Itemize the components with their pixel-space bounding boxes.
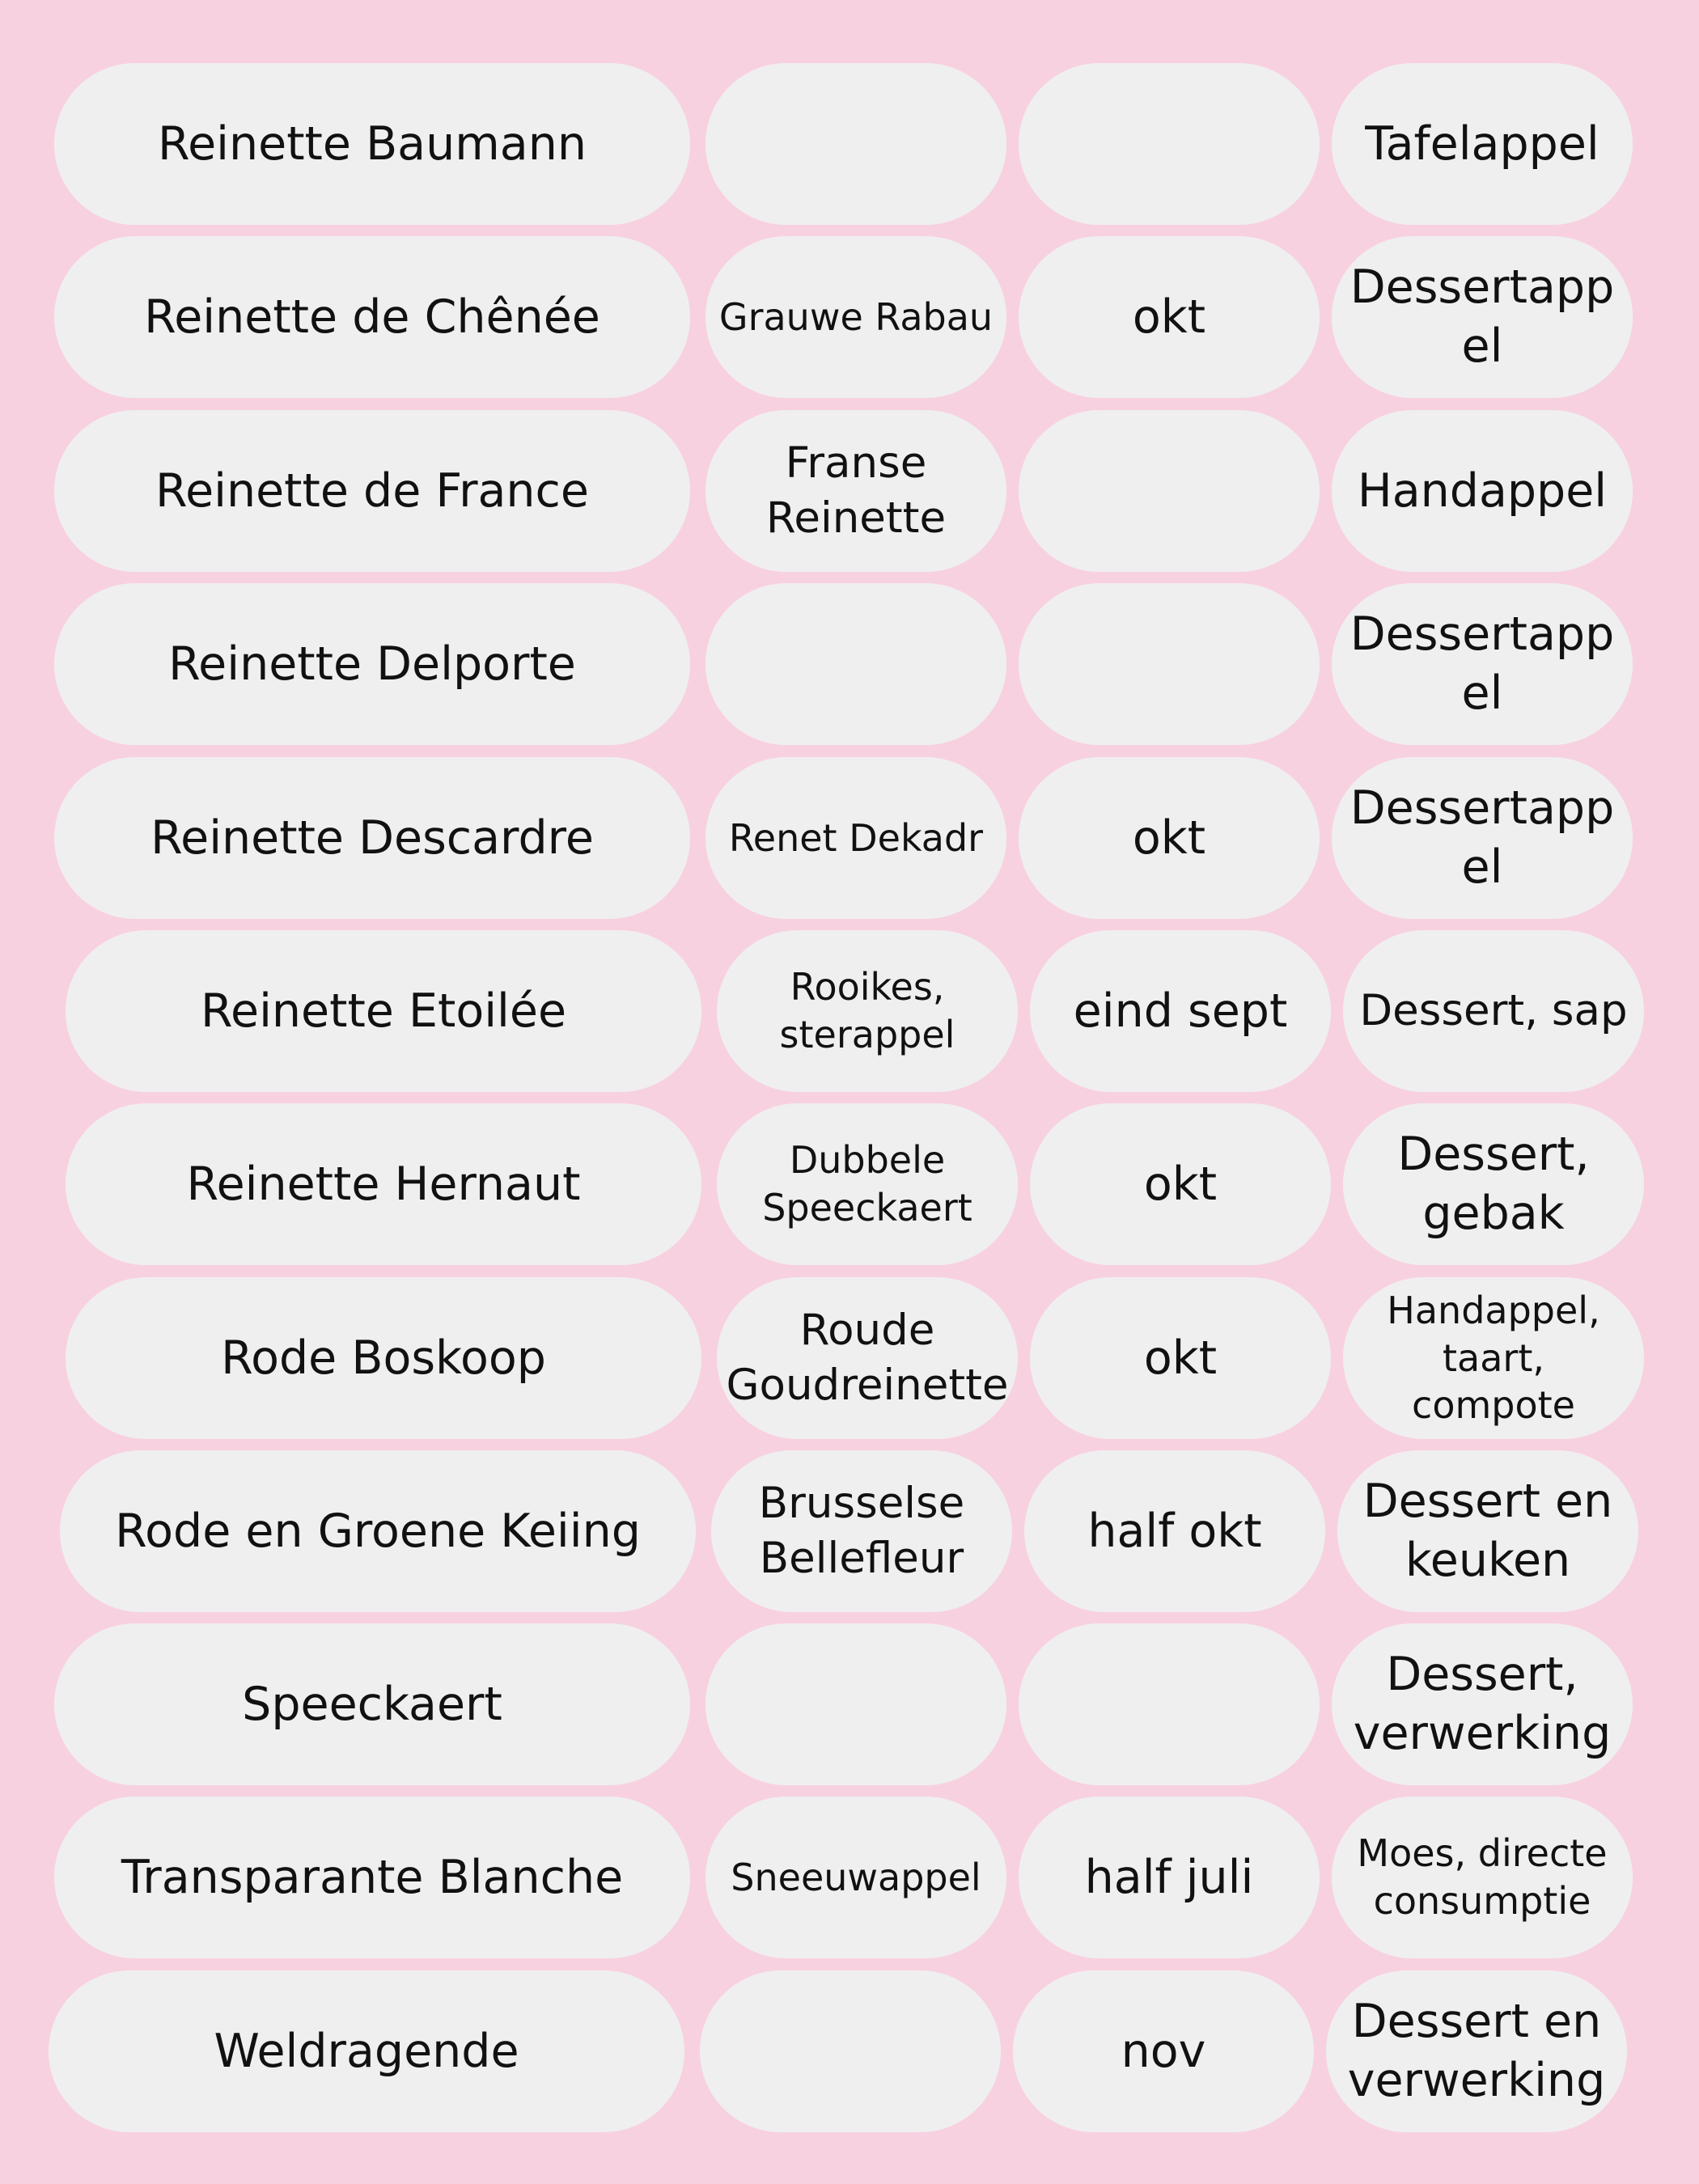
variety-name-cell: Reinette Hernaut (66, 1103, 701, 1265)
synonym-cell (705, 583, 1006, 745)
variety-name-cell: Transparante Blanche (54, 1797, 690, 1958)
use-cell: Dessertappel (1332, 583, 1633, 745)
synonym-cell: Sneeuwappel (705, 1797, 1006, 1958)
ripening-cell: okt (1019, 236, 1320, 398)
ripening-cell (1019, 583, 1320, 745)
ripening-cell: half okt (1024, 1450, 1325, 1612)
use-cell: Dessertappel (1332, 236, 1633, 398)
ripening-cell (1019, 410, 1320, 572)
use-cell: Dessert en keuken (1337, 1450, 1638, 1612)
synonym-cell: Dubbele Speeckaert (717, 1103, 1018, 1265)
use-cell: Dessert, sap (1343, 930, 1644, 1092)
ripening-cell: nov (1013, 1970, 1314, 2132)
synonym-cell: Roude Goudreinette (717, 1277, 1018, 1439)
variety-name-cell: Reinette de Chênée (54, 236, 690, 398)
synonym-cell: Renet Dekadr (705, 757, 1006, 919)
use-cell: Dessert en verwerking (1326, 1970, 1627, 2132)
use-cell: Moes, directe consumptie (1332, 1797, 1633, 1958)
variety-name-cell: Reinette Etoilée (66, 930, 701, 1092)
variety-name-cell: Reinette de France (54, 410, 690, 572)
ripening-cell: okt (1030, 1103, 1331, 1265)
variety-name-cell: Rode en Groene Keiing (60, 1450, 696, 1612)
use-cell: Handappel (1332, 410, 1633, 572)
ripening-cell (1019, 63, 1320, 225)
use-cell: Tafelappel (1332, 63, 1633, 225)
variety-name-cell: Rode Boskoop (66, 1277, 701, 1439)
variety-name-cell: Speeckaert (54, 1623, 690, 1785)
ripening-cell: eind sept (1030, 930, 1331, 1092)
use-cell: Handappel, taart, compote (1343, 1277, 1644, 1439)
variety-name-cell: Weldragende (49, 1970, 684, 2132)
ripening-cell: okt (1030, 1277, 1331, 1439)
variety-name-cell: Reinette Baumann (54, 63, 690, 225)
synonym-cell: Brusselse Bellefleur (711, 1450, 1012, 1612)
ripening-cell: okt (1019, 757, 1320, 919)
variety-name-cell: Reinette Descardre (54, 757, 690, 919)
use-cell: Dessert, gebak (1343, 1103, 1644, 1265)
ripening-cell: half juli (1019, 1797, 1320, 1958)
synonym-cell (705, 63, 1006, 225)
synonym-cell (700, 1970, 1001, 2132)
synonym-cell (705, 1623, 1006, 1785)
synonym-cell: Grauwe Rabau (705, 236, 1006, 398)
use-cell: Dessertappel (1332, 757, 1633, 919)
ripening-cell (1019, 1623, 1320, 1785)
synonym-cell: Rooikes, sterappel (717, 930, 1018, 1092)
use-cell: Dessert, verwerking (1332, 1623, 1633, 1785)
variety-name-cell: Reinette Delporte (54, 583, 690, 745)
synonym-cell: Franse Reinette (705, 410, 1006, 572)
